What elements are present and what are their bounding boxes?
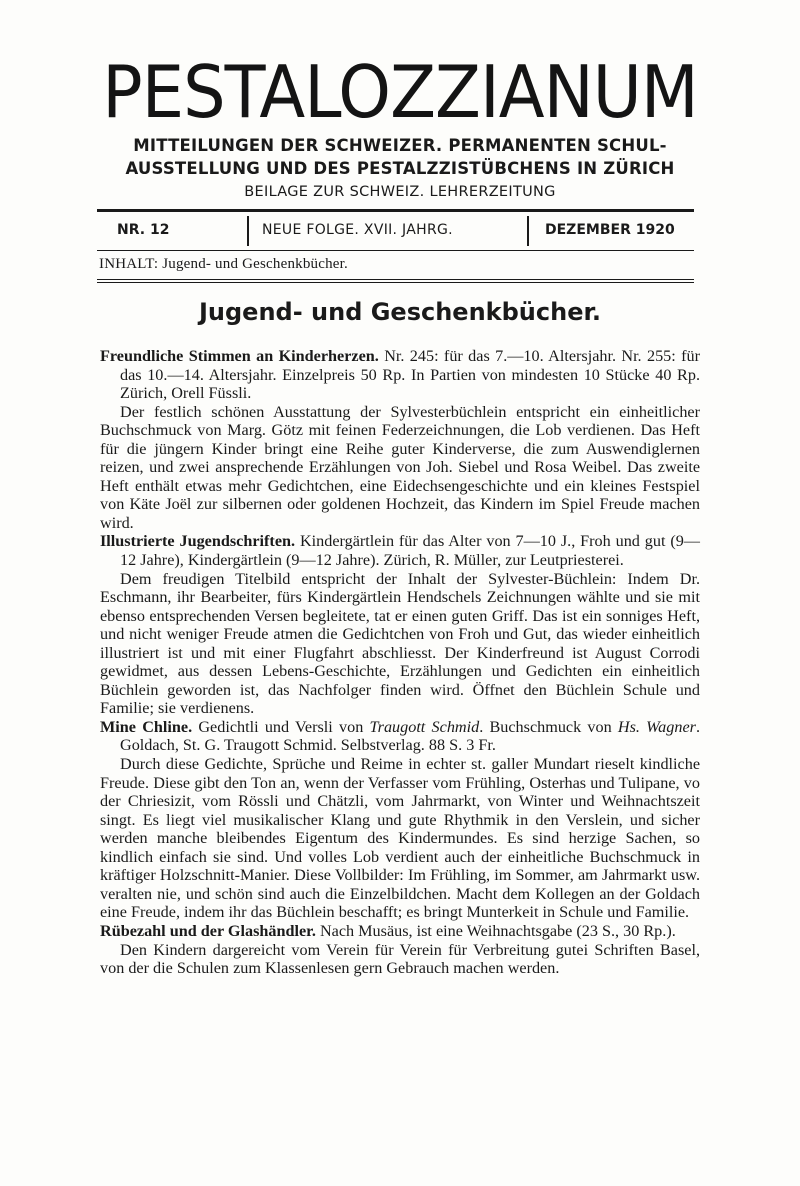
masthead-subtitle-line1: MITTEILUNGEN DER SCHWEIZER. PERMANENTEN SCHUL-: [133, 136, 667, 155]
article-body: [100, 347, 700, 978]
book-entry: [100, 922, 700, 941]
book-title: Freundliche Stimmen an Kinderherzen.: [100, 347, 379, 365]
issue-month: DEZEMBER 1920: [545, 222, 675, 238]
book-illustrator: Hs. Wagner: [617, 717, 696, 736]
book-citation: Gedichtli und Versli von: [192, 717, 370, 736]
book-citation: Kindergärtlein für das Alter von 7—10 J., Froh und gut (9—12 Jahre), Kindergärtlein (9—12 Jahre). Zürich, R. Müller, zur Leutpriesterei.: [120, 532, 700, 570]
masthead-title: PESTALOZZIANUM: [102, 50, 698, 134]
book-review: Den Kindern dargereicht vom Verein für Verein für Verbreitung gutei Schriften Basel, von der die Schulen zum Klassenlesen gern Gebrauch machen werden.: [100, 940, 700, 978]
book-title: Illustrierte Jugendschriften.: [100, 532, 296, 551]
book-author: Traugott Schmid: [369, 717, 480, 736]
article-heading: Jugend- und Geschenkbücher.: [198, 298, 602, 326]
book-review: Dem freudigen Titelbild entspricht der Inhalt der Sylvester-Büchlein: Indem Dr. Eschmann, ihr Bearbeiter, fürs Kindergärtlein Hendschels Zeichnungen wählte und sie mit ebenso entsprechenden Versen begleitete, tat er einen guten Griff. Das ist ein sonniges Heft, und nicht weniger Freude atmen die Gedichtchen von Froh und Gut, das wieder einheitlich illustriert ist und mit einer Flugfahrt abschliesst. Der Kinderfreund ist August Corrodi gewidmet, aus dessen Lebens-Geschichte, Erzählungen und Gedichten ein einheitlich Büchlein geworden ist, das Nachfolger finden wird. Öffnet den Büchlein Schule und Familie; sie verdienens.: [100, 569, 700, 718]
issue-separator: [527, 216, 529, 246]
masthead-supplement-note: BEILAGE ZUR SCHWEIZ. LEHRERZEITUNG: [244, 184, 556, 200]
book-entry: [100, 718, 700, 755]
book-citation: . Goldach, St. G. Traugott Schmid. Selbstverlag. 88 S. 3 Fr.: [120, 717, 700, 755]
contents-rule-upper: [97, 279, 694, 280]
contents-line: INHALT: Jugend- und Geschenkbücher.: [99, 256, 348, 272]
book-citation: Nr. 245: für das 7.—10. Altersjahr. Nr. 255: für das 10.—14. Altersjahr. Einzelpreis 50 Rp. In Partien von mindesten 10 Stücke 40 Rp. Zürich, Orell Füssli.: [120, 347, 700, 403]
issue-info-bar: [97, 214, 694, 248]
book-review: Der festlich schönen Ausstattung der Sylvesterbüchlein entspricht ein einheitlicher Buchschmuck von Marg. Götz mit feinen Federzeichnungen, die Lob verdienen. Das Heft für die jüngern Kinder bringt eine Reihe guter Kinderverse, die zum Auswendiglernen reizen, und zwei ansprechende Erzählungen von Joh. Siebel und Rosa Weibel. Das zweite Heft enthält etwas mehr Gedichtchen, eine Eidechsengeschichte und ein kleines Festspiel von Käte Joël zur silbernen oder goldenen Hochzeit, das Kindern im Spiel Freude machen wird.: [100, 402, 700, 532]
header-middle-rule: [97, 250, 694, 251]
issue-series: NEUE FOLGE. XVII. JAHRG.: [262, 222, 453, 238]
book-title: Rübezahl und der Glashändler.: [100, 921, 316, 940]
book-entry: [100, 532, 700, 569]
book-citation: . Buchschmuck von: [479, 717, 618, 736]
book-citation: Nach Musäus, ist eine Weihnachtsgabe (23 S., 30 Rp.).: [315, 921, 676, 940]
masthead-subtitle-line2: AUSSTELLUNG UND DES PESTALZZISTÜBCHENS IN ZÜRICH: [125, 159, 675, 178]
book-review: Durch diese Gedichte, Sprüche und Reime in echter st. galler Mundart rieselt kindliche Freude. Diese gibt den Ton an, wenn der Verfasser vom Frühling, Osterhas und Tulipane, vo der Chriesizit, vom Rössli und Chätzli, vom Jahrmarkt, von Winter und Weihnachtszeit singt. Es liegt viel musikalischer Klang und gute Rhythmik in den Verslein, und sicher werden manche bleibendes Eigentum des Kindermundes. Es sind herzige Sachen, so kindlich einfach sie sind. Und volles Lob verdient auch der einheitliche Buchschmuck in kräftiger Holzschnitt-Manier. Diese Vollbilder: Im Frühling, im Sommer, am Jahrmarkt usw. veralten nie, und schön sind auch die Einzelbildchen. Macht dem Kollegen an der Goldach eine Freude, indem ihr das Büchlein beschafft; es bringt Munterkeit in Schule und Familie.: [100, 755, 700, 922]
book-title: Mine Chline.: [100, 717, 193, 736]
header-top-rule: [97, 209, 694, 212]
issue-number: NR. 12: [117, 222, 170, 238]
contents-rule-lower: [97, 282, 694, 283]
issue-separator: [247, 216, 249, 246]
book-entry: [100, 347, 700, 403]
